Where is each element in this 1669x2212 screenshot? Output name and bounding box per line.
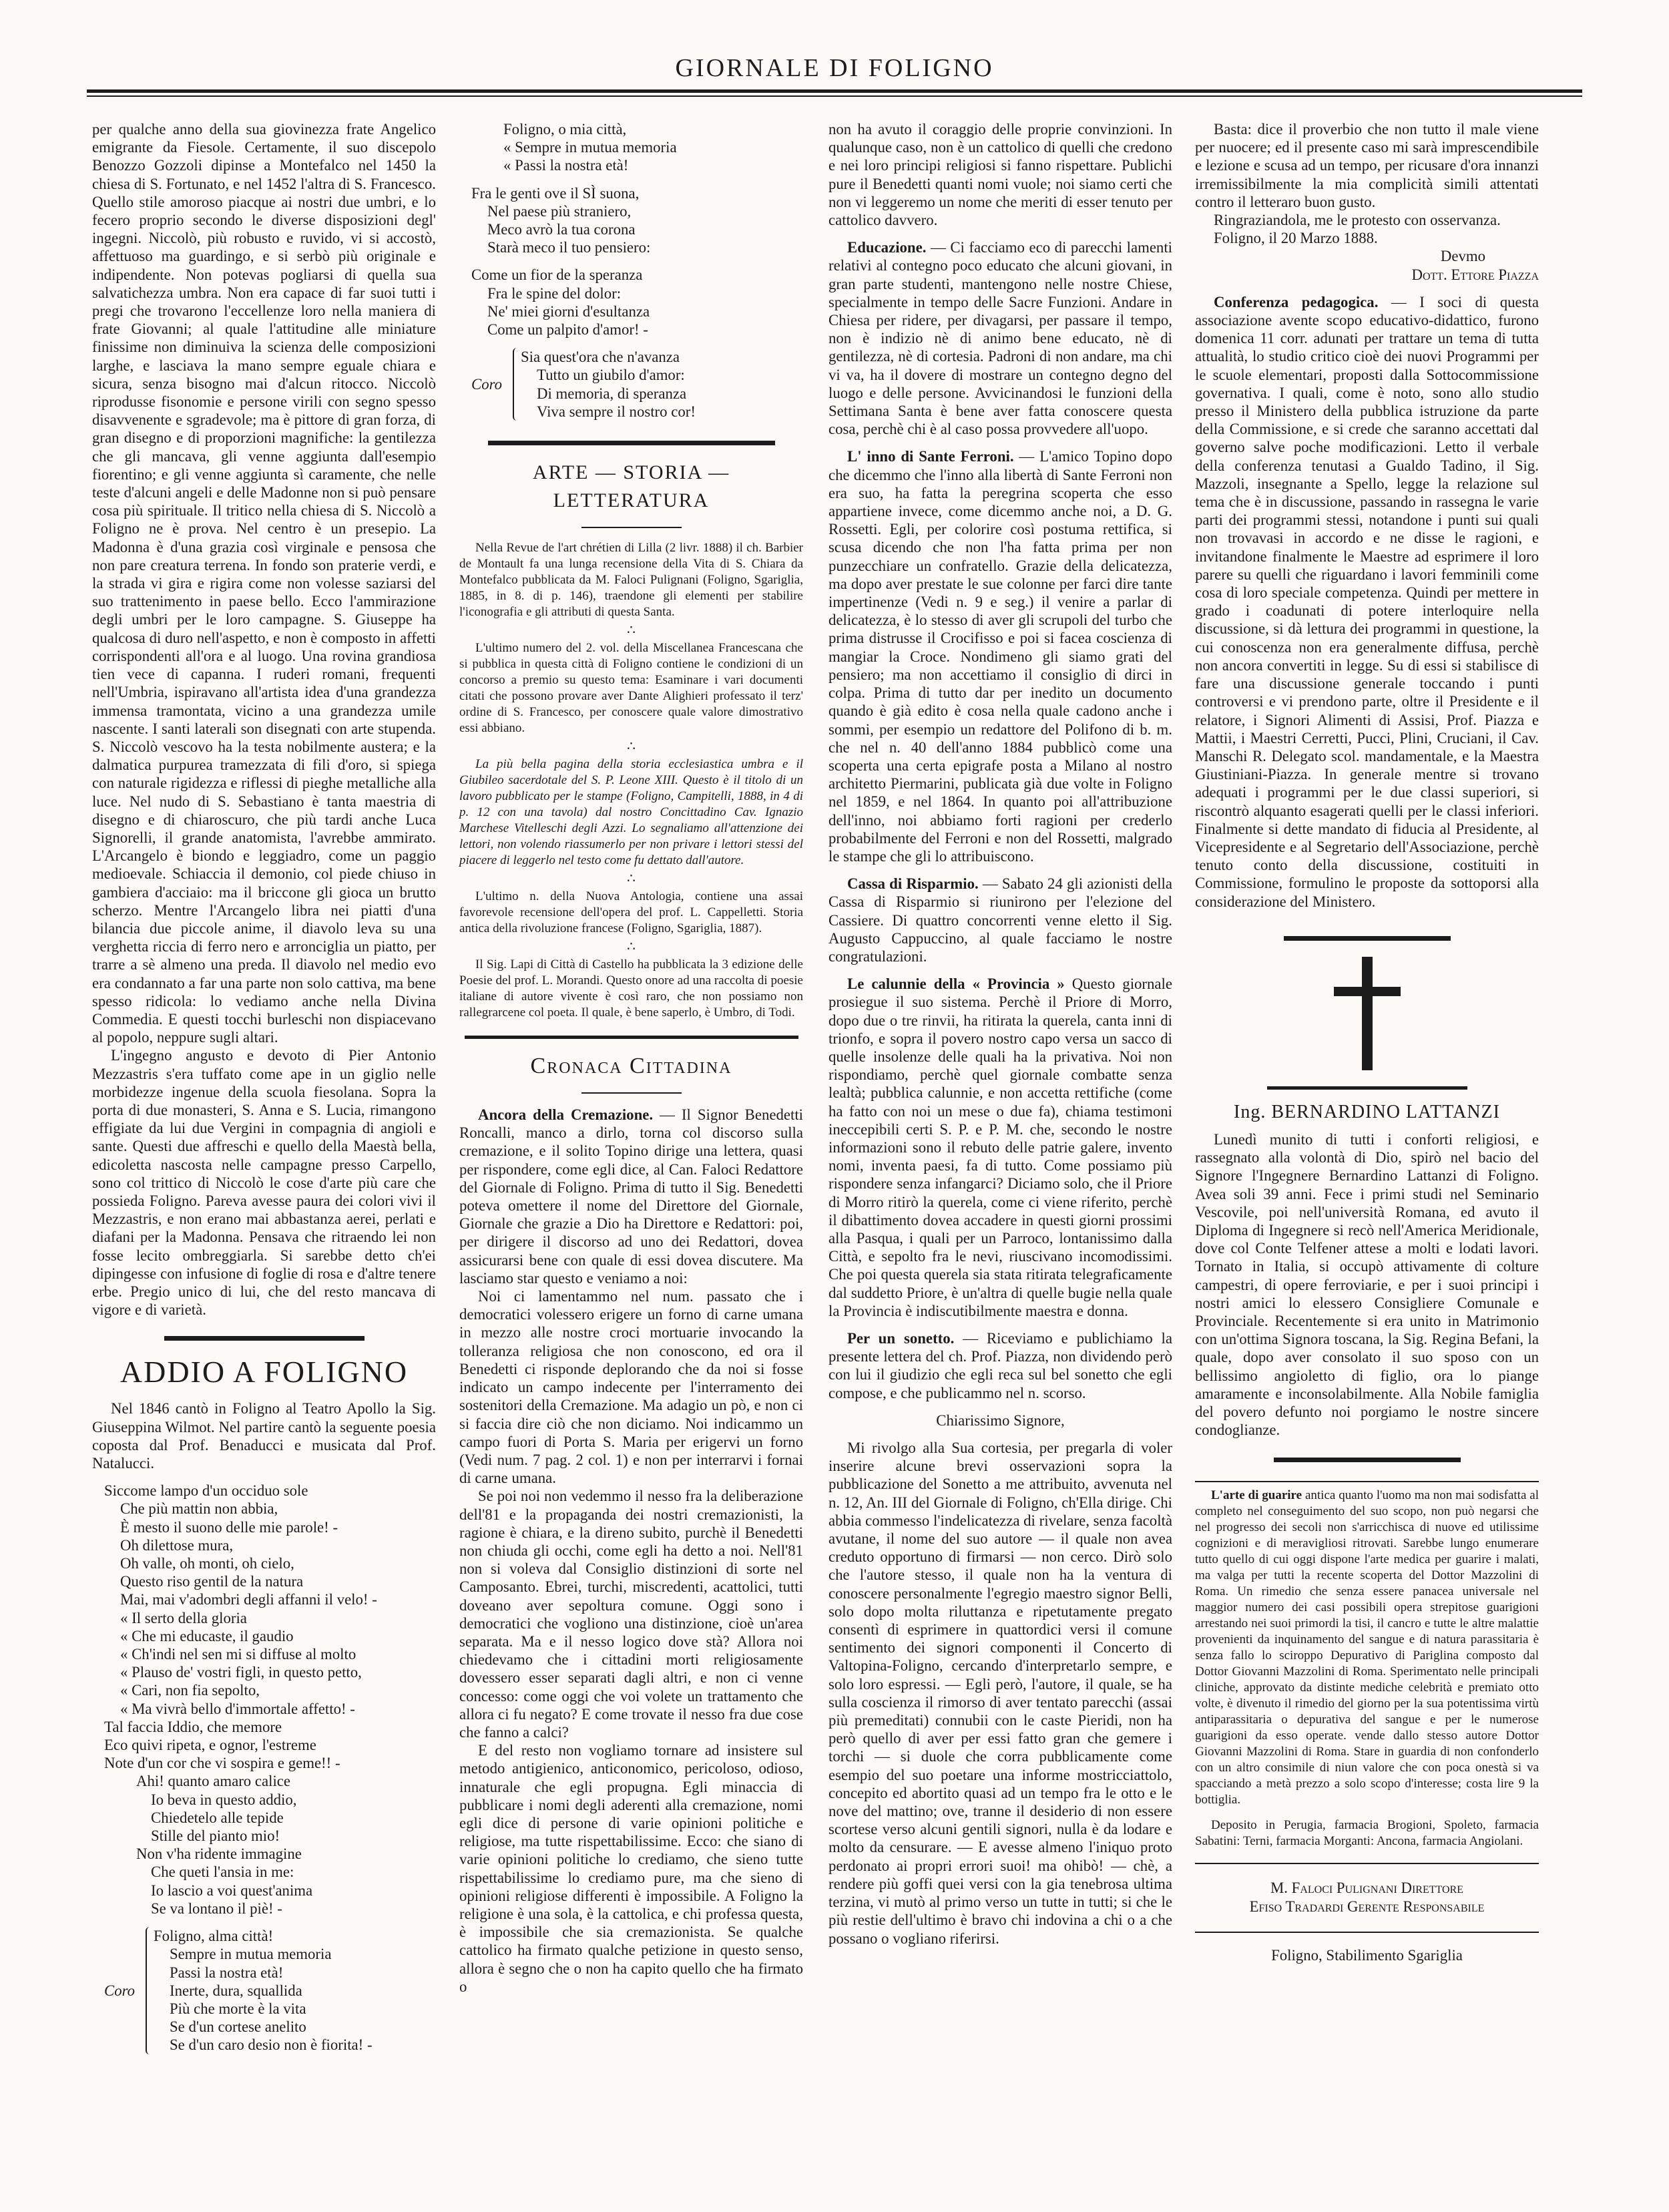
- article-text: — I soci di questa associazione avente scopo educativo-didattico, furono domenica 11 corr. adunati per trattare un tema di tutta attualità, lo studio critico cioè dei nuovi Programmi per le scuole elementari, proposti dalla Sottocommissione governativa. I quali, come è noto, sono allo studio presso il Ministero della pubblica istruzione da parte della Commissione, e si crede che saranno accettati dal governo salve poche modificazioni. Letto il verbale della conferenza tenutasi a Gualdo Tadino, il Sig. Mazzoli, insegnante a Spello, legge la relazione sul tema che è in discussione, passando in rassegna le varie parti dei programmi stessi, notandone i punti sui quali non trovavasi in accordo e ne disse le ragioni, e invitandone finalmente le Maestre ad esprimere il loro parere su quelli che riguardano i lavori femminili come cosa di loro speciale competenza. Quindi per mettere in grado i coadunati di potere interloquire nella discussione, si dà lettura dei programmi in questione, la cui conoscenza non era generalmente diffusa, perchè non ancora convertiti in legge. Su di essi si stabilisce di fare una discussione generale toccando i punti controversi e vi prendono parte, oltre il Presidente e il relatore, i Signori Alimenti di Assisi, Prof. Piazza e Mattii, i Maestri Cerretti, Pucci, Plini, Cruciani, il Cav. Manschi R. Delegato scol. mandamentale, e la Maestra Giustiniani-Piazza. In generale mentre si trovano adequati i programmi per le due classi superiori, si riscontrò alquanto esagerati quelli per le classi inferiori. Finalmente si dette mandato di fiducia al Presidente, al Vicepresidente e al Segretario dell'Associazione, perchè tenuto conto della discussione, costituiti in Commissione, formulino le proposte da sottoporsi alla considerazione del Ministero.: [1195, 293, 1539, 910]
- article-text: E del resto non vogliamo tornare ad insistere sul metodo antigienico, anticonomico, pericoloso, odioso, innaturale che egli propugna. Egli minaccia di pubblicare i nomi degli aderenti alla cremazione, nomi egli dice di persone di varie opinioni politiche e religiose, ma tutte rispettabilissime. Ecco: che siano di varie opinioni politiche lo crediamo, che sieno tutte rispettabilissime lo crediamo pure, ma che sieno di opinioni religiose differenti è impossibile. A Foligno la religione è una sola, è la cattolica, e chi professa questa, è impossibile che sia cremazionista. Se qualche cattolico ha firmato qualche petizione in questo senso, allora è segno che o non ha capito quello che ha firmato o: [459, 1742, 803, 1995]
- column-4: [1195, 120, 1539, 1964]
- poem-continued: [459, 120, 803, 421]
- newspaper-title: GIORNALE DI FOLIGNO: [675, 54, 994, 82]
- poem-line: Io lascio a voi quest'anima: [151, 1882, 313, 1899]
- poem-line: Sempre in mutua memoria: [170, 1946, 332, 1963]
- letter-text: Ringraziandola, me le protesto con osservanza.: [1214, 212, 1501, 229]
- section-title-arte: ARTE — STORIA — LETTERATURA: [532, 461, 730, 512]
- article-text: Se poi noi non vedemmo il nesso fra la deliberazione dell'81 e la propaganda dei nostri cremazionisti, la ragione è chiara, e la direno subito, purchè il Benedetti non chiuda gli occhi, come egli ha detto a noi. Nell'81 non si voleva dal Consiglio distinzioni di sorte nel Camposanto. Ebrei, turchi, miscredenti, acattolici, tutti doveano aver sepoltura comune. Oggi sono i democratici che vogliono una distinzione, cioè un'area separata. Ma e il nesso logico dove stà? Allora noi chiedevamo che i cittadini morti religiosamente dovessero esser separati dagli altri, e non ci venne concesso: come oggi che voi volete un trattamento che allora ci fu negato? E come trovate il nesso fra due cose che fanno a calci?: [459, 1488, 803, 1741]
- article-heading: Cassa di Risparmio.: [847, 875, 979, 893]
- separator-dots: ∴: [627, 871, 636, 887]
- poem-line: Starà meco il tuo pensiero:: [487, 239, 651, 256]
- obituary-text: Lunedì munito di tutti i conforti religiosi, e rassegnato alla volontà di Dio, spirò nel bacio del Signore l'Ingegnere Bernardino Lattanzi di Foligno. Avea soli 39 anni. Fece i primi studi nel Seminario Vescovile, poi nell'università Romana, ed avuto il Diploma di Ingegnere si recò nell'America Meridionale, dove col Conte Telfener attese a molti e lodati lavori. Tornato in Italia, si occupò attivamente di colture campestri, di opere ferroviarie, e per i suoi principi i nostri amici lo elessero Consigliere Comunale e Provinciale. Recentemente si era unito in Matrimonio con un'ottima Signora toscana, la Sig. Regina Befani, la quale, dopo aver consolato il suo sposo con un bellissimo angioletto di figlio, ora lo piange amaramente e inconsolabilmente. Alla Nobile famiglia del povero defunto noi porgiamo le nostre sincere condoglianze.: [1195, 1130, 1539, 1439]
- letter-text: Basta: dice il proverbio che non tutto il male viene per nuocere; ed il presente caso mi sarà imprescendibile e lezione e scusa ad un tempo, per ricusare d'ora innanzi irremissibilmente la mia complicità simili attentati contro il letteraro buon gusto.: [1195, 121, 1539, 210]
- poem-line: « Plauso de' vostri figli, in questo petto,: [120, 1664, 362, 1681]
- article-text: La più bella pagina della storia ecclesiastica umbra e il Giubileo sacerdotale del S. P. Leone XIII. Questo è il titolo di un lavoro pubblicato per le stampe (Foligno, Campitelli, 1888, in 4 di p. 12 con una tavola) dal nostro Concittadino Cav. Ignazio Marchese Vitelleschi degli Azzi. Lo segnaliamo all'attenzione dei lettori, non volendo riassumerlo per non privare i lettori stessi del piacere di leggerlo nel testo come fu dettato dall'autore.: [459, 757, 803, 868]
- article-text: — Sabato 24 gli azionisti della Cassa di Risparmio si riunirono per l'elezione del Cassiere. Di quattro concorrenti venne eletto il Sig. Augusto Cappuccino, al quale facciamo le nostre congratulazioni.: [828, 875, 1173, 965]
- poem-line: « Passi la nostra età!: [503, 157, 629, 174]
- letter-dateline: Foligno, il 20 Marzo 1888.: [1214, 230, 1378, 247]
- article-heading: L' inno di Sante Ferroni.: [847, 448, 1014, 465]
- article-text: — Il Signor Benedetti Roncalli, manco a dirlo, torna col discorso sulla cremazione, e il solito Topino dirige una lettera, quasi per rispondere, come egli dice, al Can. Faloci Redattore del Giornale di Foligno. Prima di tutto il Sig. Benedetti poteva omettere il nome del Direttore del Giornale, Giornale che grazie a Dio ha Direttore e Redattori: poi, per dirigere il discorso ad uno dei Redattori, dovea assicurarsi bene con quale di essi dovea discutere. Ma lasciamo star questo e veniamo a noi:: [459, 1106, 803, 1287]
- article-text: — L'amico Topino dopo che dicemmo che l'inno alla libertà di Sante Ferroni non era suo, ha fatta la peregrina scoperta che esso appartiene invece, come dicemmo anche noi, a D. G. Rossetti. Egli, per colorire così postuma rettifica, si scusa dicendo che non l'ha fatta prima per non punzecchiare un confratello. Grazie della delicatezza, ma dopo aver prestate le sue colonne per farci dire tante impertinenze (Vedi n. 9 e seg.) il venire a parlar di delicatezza, è lo stesso di aver gli scrupoli del turbo che prima distrusse il Crocifisso e poi si facea coscienza di mangiar la Croce. Nondimeno gli siamo grati del pensiero; ma non accettiamo il consiglio di dirci in colpa. Prima di tutto dar per inedito un documento quando è già edito è cosa nella quale cadono anche i sommi, per esempio un redattore del Polifono di b. m. che nel n. 40 dell'anno 1884 pubblicò come una scoperta una certa epigrafe posta a Milano al nostro architetto Piermarini, publicata già due volte in Foligno nel 1859, e nel 1864. In quanto poi all'attribuzione dell'inno, noi abbiamo forti ragioni per crederlo probabilmente del Ferroni e non del Rossetti, malgrado le stampe che gli lo attribuiscono.: [828, 448, 1172, 865]
- poem-line: Fra le spine del dolor:: [487, 284, 622, 302]
- mourning-rule: [1284, 936, 1451, 941]
- poem-line: « Cari, non fia sepolto,: [120, 1682, 260, 1699]
- ad-heading: L'arte di guarire: [1211, 1488, 1302, 1503]
- article-heading: Per un sonetto.: [847, 1330, 955, 1347]
- poem-line: Stille del pianto mio!: [151, 1827, 280, 1845]
- obituary-title: Ing. BERNARDINO LATTANZI: [1234, 1101, 1500, 1122]
- column-3: [828, 120, 1172, 1948]
- article-heading: Educazione.: [847, 239, 927, 256]
- poem-line: Se d'un caro desio non è fiorita! -: [170, 2036, 373, 2054]
- article-text: Nella Revue de l'art chrétien di Lilla (2 livr. 1888) il ch. Barbier de Montault fa una lunga recensione della Vita di S. Chiara da Montefalco pubblicata da M. Faloci Pulignani (Foligno, Sgariglia, 1885, in 8. di p. 146), traendone gli elementi per stabilire l'iconografia e gli attributi di questa Santa.: [459, 541, 803, 620]
- poem-line: Oh dilettose mura,: [120, 1536, 234, 1554]
- masthead-rule: [87, 89, 1582, 93]
- poem-line: Di memoria, di speranza: [537, 385, 687, 402]
- poem-line: Foligno, alma città!: [154, 1928, 274, 1945]
- poem-line: « Che mi educaste, il gaudio: [120, 1627, 294, 1644]
- poem-line: Passi la nostra età!: [170, 1964, 284, 1981]
- arte-notes: [459, 540, 803, 1021]
- poem-line: Ne' miei giorni d'esultanza: [487, 302, 650, 320]
- letter-closing: Devmo: [1440, 248, 1485, 265]
- separator-dots: ∴: [627, 623, 636, 638]
- letter-salutation: Chiarissimo Signore,: [936, 1411, 1065, 1429]
- poem-line: « Sempre in mutua memoria: [503, 139, 677, 156]
- poem-line: Foligno, o mia città,: [503, 121, 627, 138]
- article-heading: Le calunnie della « Provincia »: [847, 975, 1065, 993]
- chorus-label: Coro: [104, 1982, 136, 1999]
- ad-deposito: Deposito in Perugia, farmacia Brogioni, Spoleto, farmacia Sabatini: Terni, farmacia Morganti: Ancona, farmacia Angiolani.: [1195, 1818, 1539, 1849]
- colophon: [1195, 1863, 1539, 1964]
- poem-line: Note d'un cor che vi sospira e geme!! -: [104, 1755, 340, 1772]
- separator-dots: ∴: [627, 939, 636, 955]
- poem-line: Più che morte è la vita: [170, 2000, 306, 2017]
- poem-line: Che queti l'ansia in me:: [151, 1863, 294, 1881]
- section-divider: [488, 441, 775, 445]
- chorus-block: [471, 348, 803, 421]
- poem-line: Ahi! quanto amaro calice: [136, 1773, 291, 1790]
- section-underline: [581, 527, 682, 528]
- poem-line: Oh valle, oh monti, oh cielo,: [120, 1555, 294, 1572]
- separator-dots: ∴: [627, 739, 636, 754]
- section-divider: [1274, 1458, 1461, 1462]
- article-text: — Ci facciamo eco di parecchi lamenti relativi al contegno poco educato che alcuni giovani, in gran parte studenti, mantengono nelle nostre Chiese, specialmente in tempo delle Sacre Funzioni. Andare in Chiesa per ridere, per divagarsi, per passare il tempo, non è indizio nè di animo bene educato, nè di gentilezza, nè di cortesia. Padroni di non andare, ma chi vi va, ha il dovere di mostrare un contegno degno del luogo e delle persone. Avvicinandosi le funzioni della Settimana Santa è bene aver fatta conoscere questa cosa, perchè chi è al caso possa provvedere all'uopo.: [828, 239, 1172, 438]
- poem-line: Viva sempre il nostro cor!: [537, 403, 696, 420]
- poem: [92, 1482, 436, 2054]
- article-text: per qualche anno della sua giovinezza frate Angelico emigrante da Fiesole. Certamente, il suo discepolo Benozzo Gozzoli dipinse a Montefalco nel 1450 la chiesa di S. Fortunato, e nel 1452 l'altra di S. Francesco. Quello stile amoroso piacque ai nostri due umbri, e lo fecero proprio secondo le diverse disposizioni degl' ingegni. Niccolò, più robusto e ruvido, vi si accostò, affettuoso ma guardingo, e si serbò più originale e indipendente. Non potevas pogliarsi di quella sua salvatichezza umbra. Non era capace di far suoi tutti i pregi che trovarono l'eccellenze loro nella maniera di frate Giovanni; al quale l'attitudine alle miniature finissime non diminuiva la scienza delle composizioni larghe, e lasciava la mano sempre eguale chiara e sicura, senza bisogno mai d'alcun ritocco. Niccolò riprodusse fisonomie e persone virili con segno spesso disavvenente e sgradevole; ma è pittore di gran forza, di gran disegno e di proporzioni magnifiche: la gentilezza che gli mancava, gli venne aggiunta dall'esempio fiorentino; e gli venne aggiunta sì caramente, che nelle teste d'alcuni angeli e delle Madonne non si può pensare cosa più spirituale. Il tritico nella chiesa di S. Niccolò a Foligno ne è prova. Nel centro è un presepio. La Madonna è d'una grazia così virginale e pensosa che non pare creatura terrena. In fondo son praterie verdi, e la strada vi gira e rigira come non volesse saziarsi del suo trattenimento in paese bello. Ecco l'ammirazione degli umbri per le loro campagne. S. Giuseppe ha qualcosa di duro nell'aspetto, e non è composto in affetti corrispondenti all'ora e al luogo. Una rovina grandiosa tien vece di capanna. I ruderi romani, frequenti nell'Umbria, ispiravano all'artista idea d'una grandezza immensa tramontata, vicino a una grandezza umile nascente. I santi laterali son disegnati con arte stupenda. S. Niccolò vescovo ha la testa nobilmente austera; e la dalmatica purpurea tramezzata di fili d'oro, si spiega con naturale rigidezza e riflessi di pieghe metalliche alla luce. Nel nudo di S. Sebastiano è tanta maestria di disegno e di chiaroscuro, che più tardi anche Luca Signorelli, il grande anatomista, l'avrebbe ammirato. L'Arcangelo è biondo e leggiadro, come un paggio medioevale. Schiaccia il demonio, col piede chiuso in gambiera d'acciaio: ma il briccone gli gioca un brutto scherzo. Mentre l'Arcangelo libra nei piatti d'una bilancia due piccole anime, il diavolo leva su una verghetta riccia di ferro nero e arronciglia un piatto, per trarre a sè almeno una preda. Il diavolo nel medio evo era condannato a far una parte non solo cattiva, ma bene spesso ridicola: lo vediamo anche nella Divina Commedia. E questi tocchi burleschi non dispiacevano al popolo, neppure sugli altari.: [92, 121, 436, 1046]
- section-title-addio: ADDIO A FOLIGNO: [120, 1355, 409, 1389]
- article-heading: Ancora della Cremazione.: [478, 1106, 654, 1124]
- section-divider: [465, 1036, 798, 1039]
- poem-line: « Ma vivrà bello d'immortale affetto! -: [120, 1700, 355, 1717]
- poem-line: Nel paese più straniero,: [487, 202, 632, 220]
- section-underline: [581, 1092, 682, 1094]
- section-divider: [164, 1336, 365, 1341]
- chorus-block: [104, 1927, 436, 2054]
- poem-line: Fra le genti ove il SÌ suona,: [471, 184, 640, 202]
- masthead-rule-thin: [87, 95, 1582, 97]
- poem-line: Se d'un cortese anelito: [170, 2018, 306, 2036]
- poem-line: Come un palpito d'amor! -: [487, 321, 648, 339]
- column-1: [92, 120, 436, 2054]
- poem-line: Mai, mai v'adombri degli affanni il velo! -: [120, 1591, 377, 1608]
- gerente-line: Efiso Tradardi Gerente Responsabile: [1249, 1898, 1485, 1915]
- poem-line: Meco avrò la tua corona: [487, 221, 636, 238]
- article-text: — Riceviamo e publichiamo la presente lettera del ch. Prof. Piazza, non dividendo però con lui il giudizio che egli reca sul bel sonetto che egli compose, e che publicammo nel n. scorso.: [828, 1330, 1172, 1401]
- poem-line: Io beva in questo addio,: [151, 1791, 297, 1808]
- section-title-cronaca: Cronaca Cittadina: [530, 1054, 732, 1079]
- chorus-label: Coro: [471, 376, 503, 393]
- poem-line: Chiedetelo alle tepide: [151, 1809, 284, 1826]
- poem-line: Come un fior de la speranza: [471, 266, 643, 284]
- mourning-rule: [1267, 1086, 1467, 1090]
- poem-line: Siccome lampo d'un occiduo sole: [104, 1482, 308, 1500]
- letter-text: Mi rivolgo alla Sua cortesia, per pregarla di voler inserire alcune brevi osservazioni sopra la pubblicazione del Sonetto a me attribuito, avvenuta nel n. 12, An. III del Giornale di Foligno, ch'Ella dirige. Chi abbia commesso l'indelicatezza di rivelare, senza facoltà avutane, il nome del suo autore — il quale non avea creduto opportuno di firmarsi — non cerco. Dirò solo che l'autore stesso, il quale non ha la ventura di conoscere personalmente l'egregio maestro signor Belli, solo dopo molta riluttanza e ripetutamente pregato consentì di esprimere in quattordici versi il comune sentimento dei signori componenti il Concerto di Valtopina-Foligno, cercando d'interpretarlo sempre, e solo loro espressi. — Egli però, l'autore, il quale, se ha sulla coscienza il rimorso di aver tentato parecchi (assai più premeditati) connubii con le caste Pieridi, non ha però quello di aver per essi fatto gran che gemere i torchi — si duole che corra pubblicamente come esempio del suo poetare una informe mostricciattolo, concepito ed abortito quasi ad un tempo fra le otto e le nove del mattino; ove, tranne il desiderio di non essere scortese verso alcuni gentili signori, nulla è da lodare e molto da censurare. — E avesse almeno l'iniquo proto perdonato ai propri errori suoi! ma ohibò! — chè, a rendere più goffi quei versi con la gia tenebrosa ultima terzina, vi mutò al primo verso un tutte in tutti; si che le più restie dell'ultimo è bravo chi indovina a chi o a che possano o vogliano riferirsi.: [828, 1440, 1172, 1947]
- poem-line: Questo riso gentil de la natura: [120, 1573, 304, 1590]
- poem-line: « Ch'indi nel sen mi si diffuse al molto: [120, 1646, 356, 1663]
- director-line: M. Faloci Pulignani Direttore: [1270, 1879, 1463, 1897]
- ad-text: antica quanto l'uomo ma non mai sodisfatta al completo nel conseguimento del suo scopo, non può negarsi che nel progresso dei secoli non s'arricchisca di nuove ed utilissime cognizioni e di meravigliosi ritrovati. Sarebbe lungo enumerare tutto quello di cui oggi dispone l'arte medica per guarire i malati, ma valga per tutti la recente scoperta del Dottor Mazzolini di Roma. Un rimedio che senza essere panacea universale nel maggior numero dei casi possibili opera strepitose guarigioni arrestando nei suoi primordi la tisi, il cancro e tutte le altre malattie provenienti da inquinamento del sangue e di natura parassitaria è senza fallo lo sciroppo Depurativo di Pariglina composto dal Dottor Giovanni Mazzolini di Roma. Sperimentato nelle principali cliniche, approvato da distinte mediche celebrità e premiato otto volte, è divenuto il rimedio del giorno per la sua potentissima virtù antiparassitaria o depurativa del sangue e per le numerose guarigioni da esso operate. vende dallo stesso autore Dottor Giovanni Mazzolini di Roma. Stare in guardia di non confonderlo con un altro consimile di niun valore che con poca onestà si va spacciando a metà prezzo a solo scopo d'interesse; costa lire 9 la bottiglia.: [1195, 1488, 1539, 1807]
- cross-icon: [1327, 957, 1407, 1070]
- poem-line: Tal faccia Iddio, che memore: [104, 1718, 282, 1735]
- poem-line: Sia quest'ora che n'avanza: [521, 349, 680, 366]
- poem-line: È mesto il suono delle mie parole! -: [120, 1518, 338, 1536]
- article-text: L'ultimo numero del 2. vol. della Miscellanea Francescana che si pubblica in questa città di Foligno contiene le condizioni di un concorso a premio su questo tema: Esaminare i vari documenti citati che possono provare aver Dante Alighieri professato il terz' ordine di S. Francesco, per conoscere quale valore dimostrativo essi abbiano.: [459, 641, 803, 736]
- advertisement: [1195, 1481, 1539, 1849]
- poem-line: Tutto un giubilo d'amor:: [537, 367, 685, 384]
- poem-line: « Il serto della gloria: [120, 1609, 247, 1626]
- letter-signature: Dott. Ettore Piazza: [1411, 266, 1539, 283]
- poem-line: Non v'ha ridente immagine: [136, 1845, 302, 1863]
- printer-line: Foligno, Stabilimento Sgariglia: [1271, 1946, 1463, 1964]
- article-text: Nel 1846 cantò in Foligno al Teatro Apollo la Sig. Giuseppina Wilmot. Nel partire cantò la seguente poesia coposta dal Prof. Benaducci e musicata dal Prof. Natalucci.: [92, 1400, 436, 1472]
- column-2: [459, 120, 803, 1996]
- poem-line: Eco quivi ripeta, e ognor, l'estreme: [104, 1737, 316, 1754]
- article-text: Noi ci lamentammo nel num. passato che i democratici volessero erigere un forno di carne umana in mezzo alle nostre croci mortuarie invocando la tolleranza religiosa che non conoscono, ed ora il Benedetti ci risponde deplorando che da noi si fosse indicato un campo indecente per l'interramento dei sostenitori della Cremazione. Ma adagio un pò, e non ci si faccia dire ciò che non diciamo. Noi indicammo un campo fuori di Porta S. Maria per erigervi un forno (Vedi num. 7 pag. 2 col. 1) e non per interrarvi i fornai di carne umana.: [459, 1288, 803, 1487]
- article-text: Il Sig. Lapi di Città di Castello ha pubblicata la 3 edizione delle Poesie del prof. L. Morandi. Questo onore ad una raccolta di poesie italiane di autore vivente è così raro, che non possiamo non rallegrarcene col poeta. Il quale, è bene saperlo, è Umbro, di Todi.: [459, 957, 803, 1020]
- article-text: L'ingegno angusto e devoto di Pier Antonio Mezzastris s'era tuffato come ape in un giglio nelle morbidezze ingenue della scuola fiesolana. Sopra la porta di due monasteri, S. Anna e S. Lucia, rimangono effigiate da lui due Vergini in compagnia di angioli e sante. Questi due affreschi e quello della Maestà bella, edicoletta nascosta nelle campagne presso Carpello, sono col trittico di Niccolò le cose d'arte più care che possieda Foligno. Pareva avesse paura dei colori vivi il Mezzastris, e non erano mai abbastanza aerei, perlati e diafani per la Madonna. Pensava che ritraendo lei non fosse lecito ombreggiarla. Si sarebbe detto ch'ei dipingesse con infusione di foglie di rosa e d'altre tenere erbe. Pregio unico di lui, che del resto mancava di vigore e di varietà.: [92, 1047, 436, 1319]
- article-text: non ha avuto il coraggio delle proprie convinzioni. In qualunque caso, non è un cattolico di quelli che credono e nei loro principi religiosi si fanno rispettare. Publichi pure il Benedetti quanti nomi vuole; noi siamo certi che non vi leggeremo un nome che meriti di esser tenuto per cattolico davvero.: [828, 121, 1172, 229]
- article-heading: Conferenza pedagogica.: [1214, 293, 1379, 310]
- poem-line: Inerte, dura, squallida: [170, 1982, 302, 1999]
- poem-line: Se va lontano il piè! -: [151, 1900, 282, 1917]
- article-text: Questo giornale prosiegue il suo sistema. Perchè il Priore di Morro, dopo due o tre rinvii, ha ritirata la querela, canta inni di trionfo, e sopra il povero nostro capo versa un sacco di quelle insolenze delle quali ha la privativa. Noi non rispondiamo, perchè quel giornale combatte senza lealtà; pubblica calunnie, e non accetta rettifiche (come ha fatto con noi un mese o due fa), chiama testimoni ineccepibili certi S. P. e P. M. che, secondo le nostre informazioni sono il rebuto delle patrie galere, invento nomi, inventa paesi, fa di tutto. Come possiamo più rispondere senza infangarci? Diciamo solo, che il Priore di Morro ritirò la querela, come ci viene riferito, perchè il dibattimento dovea accadere in questi giorni prossimi alla Pasqua, i quali per un Parroco, lontanissimo dalla Città, e sepolto fra le nevi, riuscivano incomodissimi. Che poi questa querela sia stata ritirata telegraficamente dal suddetto Priore, è un'altra di quelle bugie nella quale la Provincia è indiscutibilmente maestra e donna.: [828, 975, 1172, 1319]
- article-text: L'ultimo n. della Nuova Antologia, contiene una assai favorevole recensione dell'opera del prof. L. Cappelletti. Storia antica della rivoluzione francese (Foligno, Sgariglia, 1887).: [459, 889, 803, 936]
- poem-line: Che più mattin non abbia,: [120, 1500, 278, 1518]
